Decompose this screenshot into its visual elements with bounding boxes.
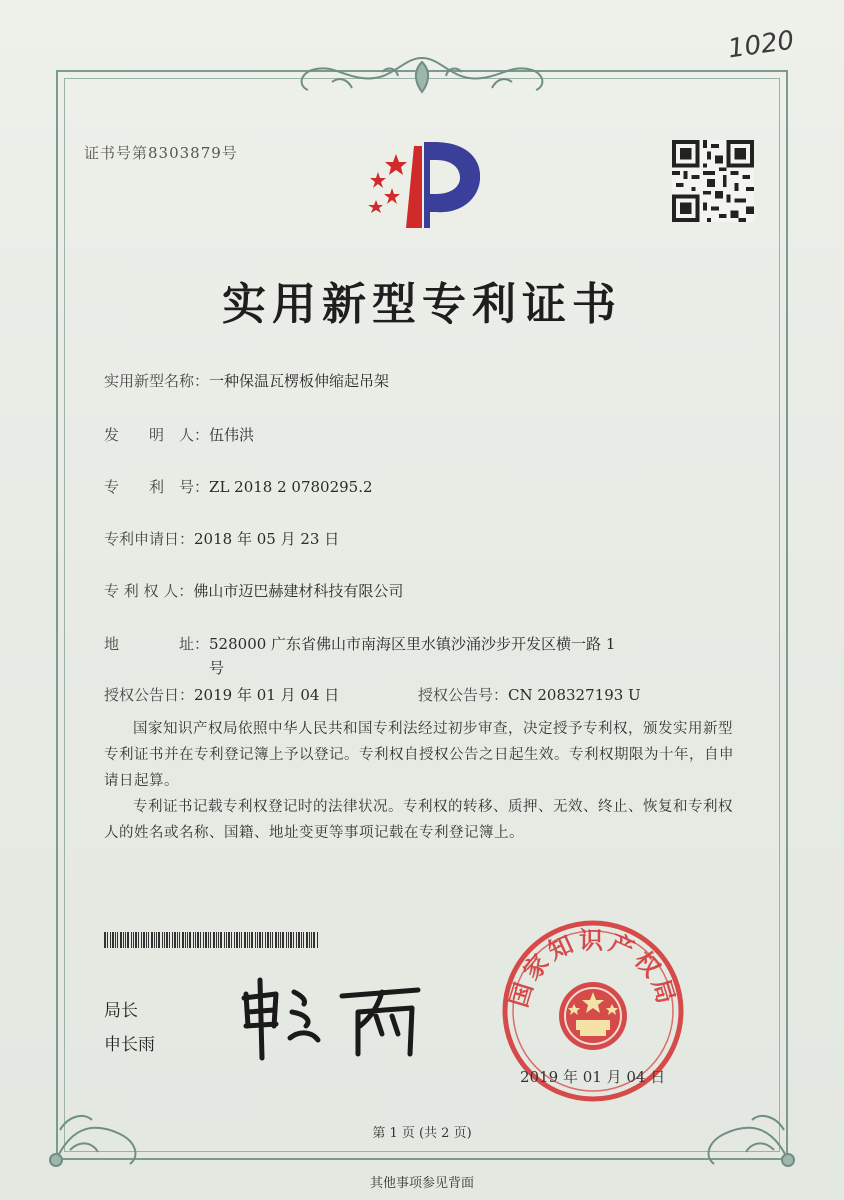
legal-paragraph-1: 国家知识产权局依照中华人民共和国专利法经过初步审查，决定授予专利权，颁发实用新型专利证书并在专利登记簿上予以登记。专利权自授权公告之日起生效。专利权期限为十年，自申请日起算。 xyxy=(104,721,734,789)
legal-paragraph-2: 专利证书记载专利权登记时的法律状况。专利权的转移、质押、无效、终止、恢复和专利权人的姓名或名称、国籍、地址变更等事项记载在专利登记簿上。 xyxy=(104,799,733,841)
page-title: 实用新型专利证书 xyxy=(222,279,622,330)
field-address xyxy=(104,632,644,680)
field-announce-number xyxy=(418,684,641,705)
director-signature xyxy=(232,972,432,1062)
field-label: 授权公告号： xyxy=(418,686,509,704)
director-title: 局长 xyxy=(104,1001,138,1021)
footer-note: 其他事项参见背面 xyxy=(369,1176,474,1191)
field-value: 佛山市迈巴赫建材科技有限公司 xyxy=(193,582,404,600)
field-label: 实用新型名称： xyxy=(104,372,210,390)
certificate-number: 证书号第8303879号 xyxy=(84,144,238,162)
field-filing-date xyxy=(104,528,339,549)
field-label: 专 利 号： xyxy=(104,478,210,496)
field-value: CN 208327193 U xyxy=(508,686,641,704)
cnipa-logo-icon xyxy=(356,132,490,236)
director-name: 申长雨 xyxy=(104,1035,155,1055)
field-label: 地 址： xyxy=(104,635,210,653)
handwritten-note: 1020 xyxy=(726,25,796,65)
field-label: 发 明 人： xyxy=(104,426,210,444)
field-value: 2018 年 05 月 23 日 xyxy=(194,530,340,548)
page-indicator: 第 1 页 (共 2 页) xyxy=(372,1126,472,1141)
field-label: 专 利 权 人： xyxy=(104,582,194,600)
field-inventor xyxy=(104,424,254,445)
field-value: 伍伟洪 xyxy=(209,426,255,444)
field-patent-number xyxy=(104,476,373,497)
field-utility-model-name xyxy=(104,370,389,391)
field-label: 授权公告日： xyxy=(104,686,195,704)
field-label: 专利申请日： xyxy=(104,530,195,548)
qr-code-icon xyxy=(672,140,754,222)
top-ornament xyxy=(292,52,552,98)
barcode-strip xyxy=(104,932,320,948)
field-value: 2019 年 01 月 04 日 xyxy=(194,686,340,704)
national-emblem-icon xyxy=(559,982,627,1050)
field-value: 528000 广东省佛山市南海区里水镇沙涌沙步开发区横一路 1 号 xyxy=(209,635,616,677)
field-value: 一种保温瓦楞板伸缩起吊架 xyxy=(209,372,390,390)
field-announce-date xyxy=(104,684,339,705)
seal-date: 2019 年 01 月 04 日 xyxy=(520,1068,666,1086)
field-value: ZL 2018 2 0780295.2 xyxy=(209,478,373,496)
field-patentee xyxy=(104,580,403,601)
seal-text: 国家知识产权局 xyxy=(504,926,682,1011)
